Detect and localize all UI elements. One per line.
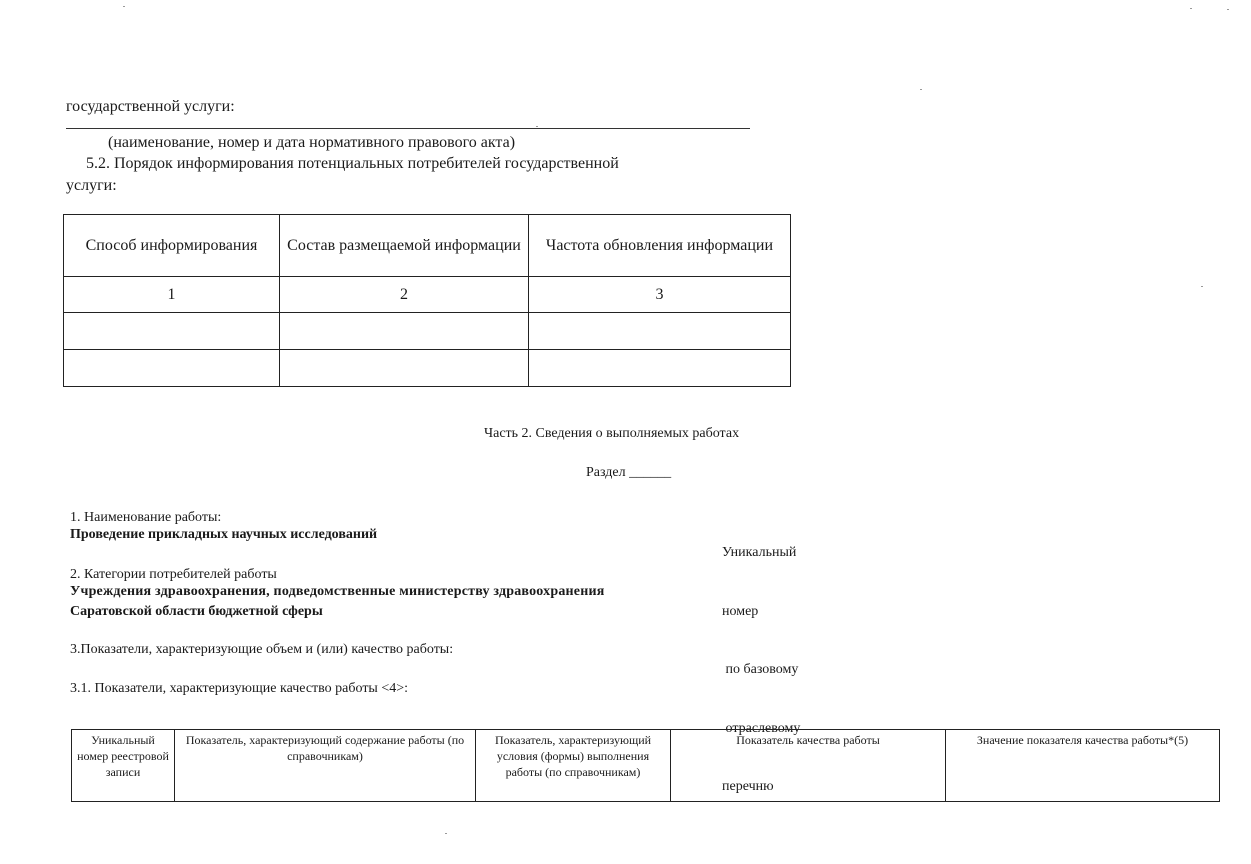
info-empty-cell [64, 313, 280, 350]
consumers-value-line1: Учреждения здравоохранения, подведомственные министерству здравоохранения [70, 584, 605, 599]
info-empty-cell [280, 350, 529, 387]
quality-indicators-heading: 3.1. Показатели, характеризующие качество работы <4>: [70, 681, 409, 696]
quality-header-quality-indicator: Показатель качества работы [671, 730, 946, 802]
info-number-cell: 3 [529, 277, 791, 313]
unique-number-line: Уникальный [722, 545, 797, 560]
section-52-heading: 5.2. Порядок информирования потенциальных потребителей государственной [86, 155, 619, 172]
info-header-content: Состав размещаемой информации [280, 215, 529, 277]
consumers-label: 2. Категории потребителей работы [70, 567, 277, 582]
unique-number-line: по базовому [722, 662, 799, 677]
info-empty-cell [64, 350, 280, 387]
quality-table [71, 729, 1220, 802]
quality-header-conditions-indicator: Показатель, характеризующий условия (формы) выполнения работы (по справочникам) [476, 730, 671, 802]
info-header-frequency: Частота обновления информации [529, 215, 791, 277]
indicators-heading: 3.Показатели, характеризующие объем и (или) качество работы: [70, 642, 454, 657]
info-empty-cell [529, 350, 791, 387]
quality-header-registry-number: Уникальный номер реестровой записи [72, 730, 175, 802]
info-number-cell: 1 [64, 277, 280, 313]
quality-table-header-row [72, 730, 1220, 802]
act-caption: (наименование, номер и дата нормативного правового акта) [108, 134, 516, 151]
info-empty-cell [529, 313, 791, 350]
unique-number-line: перечню [722, 779, 774, 794]
information-table [63, 214, 791, 387]
unique-number-line: номер [722, 603, 759, 619]
consumers-value-line2: Саратовской области бюджетной сферы [70, 604, 323, 619]
info-empty-cell [280, 313, 529, 350]
info-number-cell: 2 [280, 277, 529, 313]
info-table-header-row [64, 215, 791, 277]
info-table-number-row [64, 277, 791, 313]
act-underline [66, 128, 750, 129]
service-line: государственной услуги: [66, 98, 235, 115]
unique-number-line: отраслевому [722, 720, 801, 736]
info-header-method: Способ информирования [64, 215, 280, 277]
section-label: Раздел ______ [586, 465, 672, 480]
work-name-value: Проведение прикладных научных исследований [70, 527, 378, 542]
info-table-empty-row [64, 350, 791, 387]
quality-header-content-indicator: Показатель, характеризующий содержание работы (по справочникам) [175, 730, 476, 802]
quality-header-quality-value: Значение показателя качества работы*(5) [946, 730, 1220, 802]
info-table-empty-row [64, 313, 791, 350]
part2-title: Часть 2. Сведения о выполняемых работах [484, 426, 740, 441]
section-52-heading-cont: услуги: [66, 177, 117, 194]
work-name-label: 1. Наименование работы: [70, 510, 222, 525]
